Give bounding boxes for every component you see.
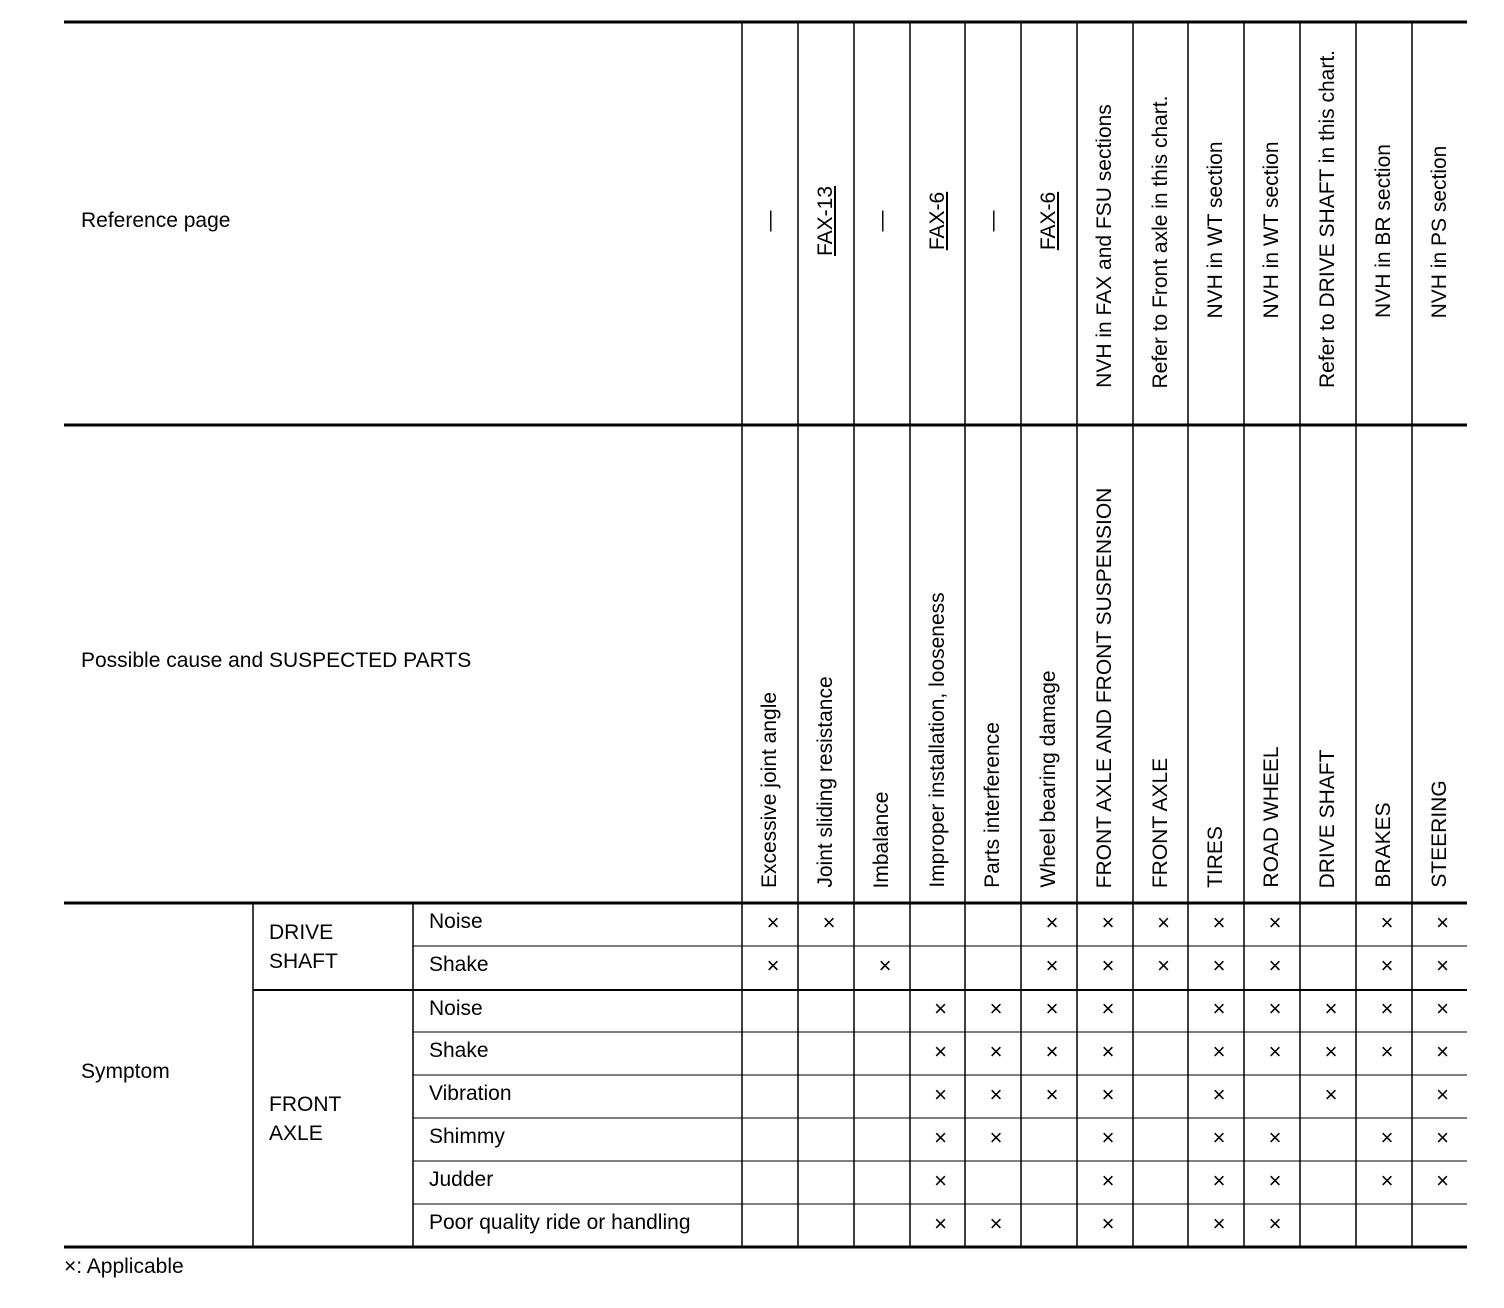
applicable-mark: × (934, 1167, 947, 1193)
applicable-mark: × (1212, 996, 1226, 1021)
applicable-mark: × (934, 996, 947, 1021)
applicable-mark: × (1268, 1038, 1282, 1064)
cause-2: Joint sliding resistance (814, 676, 837, 888)
applicable-mark: × (1101, 996, 1115, 1021)
applicable-mark: × (1212, 909, 1226, 935)
cause-11: DRIVE SHAFT (1316, 749, 1339, 888)
reference-page-10: NVH in WT section (1260, 141, 1283, 318)
applicable-mark: × (989, 1038, 1003, 1064)
possible-cause-label: Possible cause and SUSPECTED PARTS (81, 649, 472, 672)
symptom-group-1: DRIVE SHAFT (269, 920, 338, 973)
applicable-mark: × (1101, 1210, 1115, 1236)
symptom-group-2: FRONT AXLE (269, 1092, 342, 1145)
applicable-mark: × (1101, 909, 1115, 935)
applicable-mark: × (934, 1210, 947, 1236)
applicable-mark: × (1268, 1210, 1282, 1236)
reference-page-12: NVH in BR section (1372, 144, 1395, 318)
applicable-mark: × (1268, 909, 1282, 935)
reference-page-label: Reference page (81, 209, 231, 232)
applicable-mark: × (1045, 1038, 1059, 1064)
applicable-mark: × (1268, 953, 1282, 978)
applicable-mark: × (989, 1210, 1003, 1236)
cause-12: BRAKES (1372, 802, 1395, 888)
applicable-mark: × (1157, 909, 1170, 935)
applicable-mark: × (1212, 1124, 1226, 1150)
applicable-mark: × (1157, 953, 1170, 978)
applicable-mark: × (1380, 996, 1394, 1021)
symptom-row-label: Poor quality ride or handling (429, 1211, 691, 1234)
symptom-row-label: Judder (429, 1168, 494, 1191)
reference-page-9: NVH in WT section (1204, 141, 1227, 318)
applicable-mark: × (1045, 909, 1059, 935)
applicable-mark: × (1268, 1124, 1282, 1150)
reference-page-13: NVH in PS section (1427, 145, 1451, 318)
applicable-mark: × (1212, 1081, 1226, 1107)
applicable-mark: × (934, 1124, 947, 1150)
applicable-mark: × (1268, 996, 1282, 1021)
applicable-mark: × (934, 1038, 947, 1064)
symptom-row-label: Shake (429, 953, 489, 976)
applicable-mark: × (1380, 909, 1394, 935)
applicable-mark: × (1380, 1038, 1394, 1064)
applicable-mark: × (766, 953, 780, 978)
symptom-row-label: Shimmy (429, 1125, 505, 1148)
reference-page-8: Refer to Front axle in this chart. (1148, 95, 1172, 388)
applicable-mark: × (878, 953, 892, 978)
applicable-mark: × (1212, 1167, 1226, 1193)
applicable-mark: × (1101, 1167, 1115, 1193)
applicable-mark: × (1212, 953, 1226, 978)
applicable-mark: × (989, 1124, 1003, 1150)
applicable-mark: × (934, 1081, 947, 1107)
reference-page-2[interactable]: FAX-13 (814, 185, 837, 257)
symptom-row-label: Shake (429, 1039, 489, 1062)
reference-page-3: — (870, 210, 893, 232)
reference-page-5: — (981, 210, 1004, 232)
applicable-mark: × (989, 1081, 1003, 1107)
legend-note: ×: Applicable (64, 1255, 184, 1278)
cause-5: Parts interference (981, 722, 1004, 888)
cause-10: ROAD WHEEL (1260, 746, 1283, 888)
applicable-mark: × (1101, 1124, 1115, 1150)
cause-4: Improper installation, looseness (925, 592, 949, 888)
reference-page-6[interactable]: FAX-6 (1037, 191, 1060, 251)
reference-page-11: Refer to DRIVE SHAFT in this chart. (1316, 49, 1339, 388)
reference-page-1: — (758, 210, 781, 232)
applicable-mark: × (1436, 1124, 1449, 1150)
reference-page-7: NVH in FAX and FSU sections (1093, 104, 1116, 388)
applicable-mark: × (1324, 1038, 1338, 1064)
cause-1: Excessive joint angle (758, 691, 781, 888)
applicable-mark: × (1380, 953, 1394, 978)
applicable-mark: × (1101, 1081, 1115, 1107)
cause-6: Wheel bearing damage (1037, 670, 1060, 888)
symptom-row-label: Noise (429, 997, 483, 1020)
applicable-mark: × (1436, 1038, 1449, 1064)
applicable-mark: × (1324, 996, 1338, 1021)
applicable-mark: × (1324, 1081, 1338, 1107)
reference-page-4[interactable]: FAX-6 (925, 191, 949, 251)
applicable-mark: × (1212, 1210, 1226, 1236)
applicable-mark: × (1045, 1081, 1059, 1107)
symptom-row-label: Vibration (429, 1082, 512, 1105)
applicable-mark: × (766, 909, 780, 935)
symptom-row-label: Noise (429, 910, 483, 933)
applicable-mark: × (1045, 953, 1059, 978)
cause-3: Imbalance (870, 791, 893, 888)
cause-13: STEERING (1427, 780, 1451, 888)
applicable-mark: × (1101, 1038, 1115, 1064)
applicable-mark: × (1045, 996, 1059, 1021)
symptom-label: Symptom (81, 1060, 170, 1083)
applicable-mark: × (1380, 1167, 1394, 1193)
cause-9: TIRES (1204, 826, 1227, 888)
applicable-mark: × (1101, 953, 1115, 978)
applicable-mark: × (989, 996, 1003, 1021)
applicable-mark: × (1436, 996, 1449, 1021)
applicable-mark: × (1436, 953, 1449, 978)
applicable-mark: × (1268, 1167, 1282, 1193)
applicable-mark: × (1212, 1038, 1226, 1064)
applicable-mark: × (1436, 909, 1449, 935)
applicable-mark: × (1380, 1124, 1394, 1150)
applicable-mark: × (822, 909, 836, 935)
cause-8: FRONT AXLE (1148, 757, 1172, 888)
cause-7: FRONT AXLE AND FRONT SUSPENSION (1093, 487, 1116, 888)
applicable-mark: × (1436, 1167, 1449, 1193)
applicable-mark: × (1436, 1081, 1449, 1107)
